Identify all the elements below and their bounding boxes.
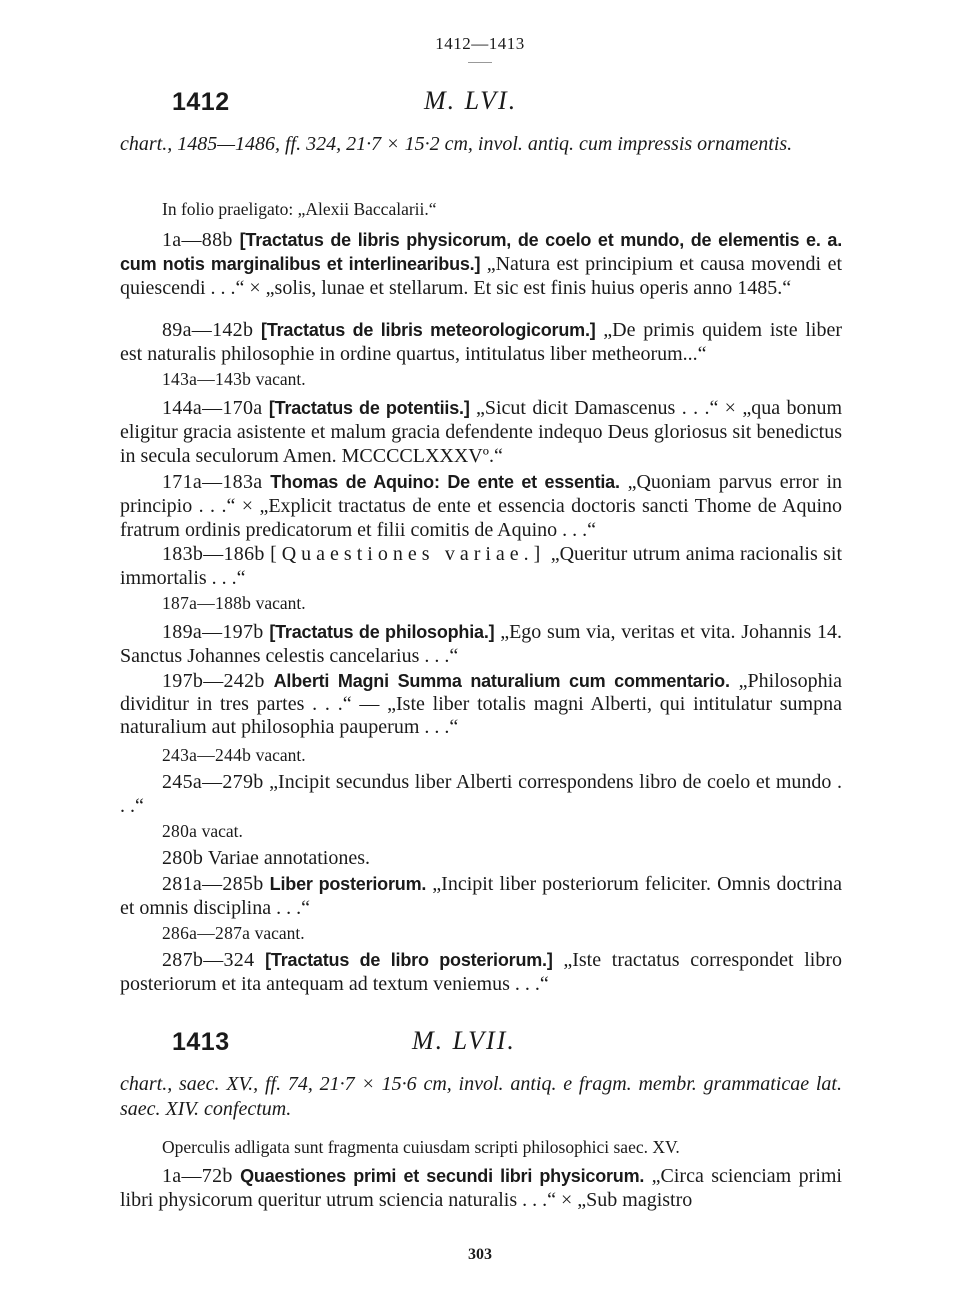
- entry-item: [120, 820, 842, 842]
- entry-item: [120, 198, 842, 220]
- item-title: [Quaestiones variae.]: [270, 543, 546, 565]
- item-title: [Tractatus de libris physicorum, de coelo et mundo, de elementis e. a. cum notis marginalibus et interlinearibus.]: [120, 230, 842, 274]
- entry-number: 1413: [172, 1028, 230, 1056]
- item-text: „Circa scienciam primi libri physicorum queritur utrum sciencia naturalis . . .“ × „Sub magistro: [120, 1165, 842, 1211]
- entry-item: [120, 396, 842, 468]
- entry-item: [120, 592, 842, 614]
- item-text: „Natura est principium et causa movendi et quiescendi . . .“ × „solis, lunae et stellarum. Et sic est finis huius operis anno 1485.“: [120, 253, 842, 299]
- item-text: vacat.: [201, 821, 243, 841]
- folio-ref: 280b: [162, 847, 204, 869]
- folio-ref: 187a—188b: [162, 593, 252, 613]
- shelfmark: M. LVI.: [424, 86, 518, 115]
- folio-ref: 280a: [162, 821, 198, 841]
- folio-ref: 286a—287a: [162, 923, 251, 943]
- item-text: Operculis adligata sunt fragmenta cuiusdam scripti philosophici saec. XV.: [162, 1137, 680, 1157]
- item-text: „Philosophia dividitur in tres partes . . .“ — „Iste liber totalis magni Alberti, qui intitulatur sumpna naturalium aut philosophia pauperum . . .“: [120, 670, 843, 738]
- folio-ref: 1a—88b: [162, 229, 233, 251]
- entry-item: [120, 228, 842, 300]
- folio-ref: 197b—242b: [162, 670, 265, 692]
- folio-ref: 281a—285b: [162, 873, 264, 895]
- entry-description: chart., 1485—1486, ff. 324, 21·7 × 15·2 cm, invol. antiq. cum impressis ornamentis.: [120, 133, 793, 155]
- entry-item: [120, 620, 842, 668]
- item-title: Thomas de Aquino: De ente et essentia.: [270, 472, 620, 492]
- item-text: vacant.: [255, 369, 306, 389]
- item-text: vacant.: [255, 745, 306, 765]
- folio-ref: 245a—279b: [162, 771, 264, 793]
- item-text: Variae annotationes.: [207, 847, 371, 869]
- folio-ref: 171a—183a: [162, 471, 263, 493]
- item-title: [Tractatus de potentiis.]: [268, 398, 470, 418]
- entry-item: [120, 368, 842, 390]
- folio-ref: 144a—170a: [162, 397, 263, 419]
- folio-ref: 89a—142b: [162, 319, 254, 341]
- item-text: „Sicut dicit Damascenus . . .“ × „qua bonum eligitur gracia asistente et malum gracia defendente indequo Deus gloriosus sit benedictus in secula seculorum Amen. MCCCCLXXXVº.“: [120, 397, 843, 467]
- entry-item: [120, 542, 842, 590]
- running-head-rule: [468, 62, 492, 63]
- running-head: 1412—1413: [435, 34, 525, 53]
- item-text: „De primis quidem iste liber est naturalis philosophie in ordine quartus, intitulatus liber metheorum...“: [120, 319, 843, 365]
- item-title: [Tractatus de philosophia.]: [269, 622, 495, 642]
- folio-ref: 287b—324: [162, 949, 255, 971]
- item-text: „Ego sum via, veritas et vita. Johannis 14. Sanctus Johannes celestis cancelarius . . .“: [120, 621, 843, 667]
- entry-item: [120, 744, 842, 766]
- item-title: Quaestiones primi et secundi libri physicorum.: [240, 1166, 645, 1186]
- folio-ref: 243a—244b: [162, 745, 252, 765]
- page-number: 303: [468, 1246, 492, 1263]
- item-text: „Iste tractatus correspondet libro posteriorum et ita antequam ad textum veniemus . . .“: [120, 949, 843, 995]
- item-text: „Queritur utrum anima racionalis sit immortalis . . .“: [120, 543, 843, 589]
- shelfmark: M. LVII.: [412, 1026, 516, 1055]
- folio-ref: 1a—72b: [162, 1165, 233, 1187]
- item-title: Liber posteriorum.: [269, 874, 427, 894]
- entry-item: [120, 1164, 842, 1212]
- entry-item: [120, 470, 842, 542]
- item-title: [Tractatus de libris meteorologicorum.]: [261, 320, 596, 340]
- item-text: vacant.: [254, 923, 305, 943]
- entry-item: [120, 948, 842, 996]
- item-text: „Quoniam parvus error in principio . . .“ × „Explicit tractatus de ente et essencia doctoris sancti Thome de Aquino fratrum ordinis predicatorum et filii comitis de Aquino . . .“: [120, 471, 843, 541]
- entry-item: [120, 922, 842, 944]
- entry-item: [120, 770, 842, 818]
- entry-number: 1412: [172, 88, 230, 116]
- item-text: In folio praeligato: „Alexii Baccalarii.“: [162, 199, 437, 219]
- folio-ref: 183b—186b: [162, 543, 265, 565]
- entry-description: chart., saec. XV., ff. 74, 21·7 × 15·6 cm, invol. antiq. e fragm. membr. grammaticae lat. saec. XIV. confectum.: [120, 1073, 842, 1120]
- entry-item: [120, 846, 842, 870]
- item-title: [Tractatus de libro posteriorum.]: [265, 950, 553, 970]
- folio-ref: 143a—143b: [162, 369, 252, 389]
- entry-item: [120, 1136, 842, 1158]
- entry-item: [120, 670, 842, 739]
- item-text: vacant.: [255, 593, 306, 613]
- item-text: „Incipit secundus liber Alberti correspondens libro de coelo et mundo . . .“: [120, 771, 842, 817]
- item-text: „Incipit liber posteriorum feliciter. Omnis doctrina et omnis disciplina . . .“: [120, 873, 843, 919]
- entry-item: [120, 872, 842, 920]
- folio-ref: 189a—197b: [162, 621, 264, 643]
- item-title: Alberti Magni Summa naturalium cum commentario.: [273, 671, 730, 691]
- entry-item: [120, 318, 842, 366]
